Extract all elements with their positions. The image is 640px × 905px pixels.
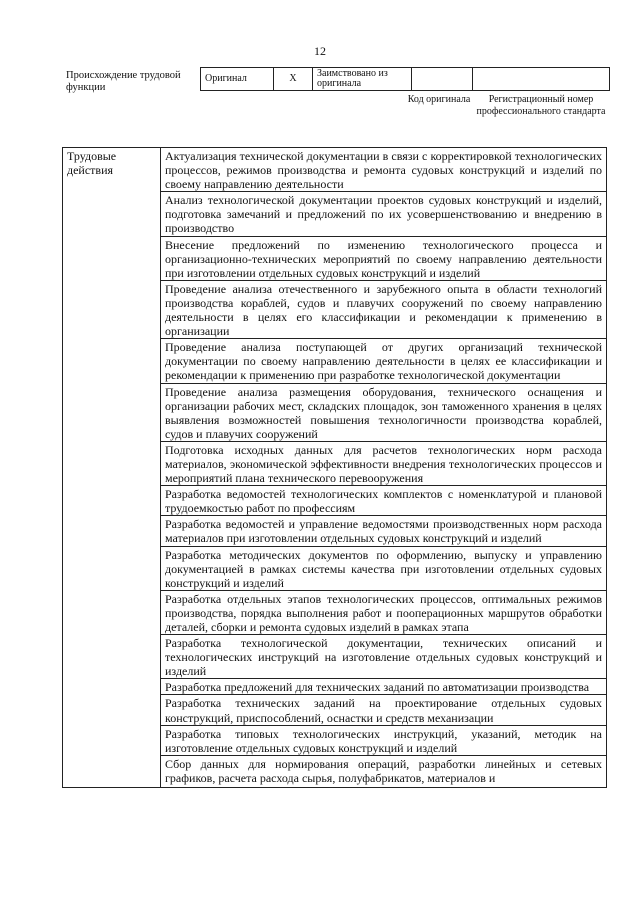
page-number: 12 — [314, 44, 326, 58]
action-item: Анализ технологической документации проектов судовых конструкций и изделий, подготовка замечаний и предложений по их усовершенствованию и внедрению в производство — [161, 192, 607, 236]
action-item: Разработка предложений для технических заданий по автоматизации производства — [161, 679, 607, 695]
action-item: Внесение предложений по изменению технологического процесса и организационно-технических мероприятий по своему направлению деятельности при изготовлении отдельных судовых конструкций и изделий — [161, 236, 607, 280]
actions-label: Трудовые действия — [63, 148, 161, 788]
action-item: Подготовка исходных данных для расчетов технологических норм расхода материалов, экономической эффективности внедрения технологических процессов и мероприятий плана технического перевооружения — [161, 441, 607, 485]
code-caption: Код оригинала — [407, 94, 471, 105]
origin-label: Происхождение трудовой функции — [66, 70, 181, 93]
origin-table — [200, 67, 610, 91]
action-item: Разработка отдельных этапов технологических процессов, оптимальных режимов производства, порядка выполнения работ и пооперационных маршрутов обработки деталей, сборки и ремонта судовых изделий в рамках этапа — [161, 590, 607, 634]
action-item: Разработка ведомостей технологических комплектов с номенклатурой и плановой трудоемкостью работ по профессиям — [161, 486, 607, 516]
original-cell: Оригинал — [201, 68, 274, 91]
action-item: Разработка ведомостей и управление ведомостями производственных норм расхода материалов при изготовлении отдельных судовых конструкций и изделий — [161, 516, 607, 546]
registration-caption: Регистрационный номер профессионального стандарта — [476, 94, 606, 117]
registration-cell — [473, 68, 610, 91]
action-item: Разработка технических заданий на проектирование отдельных судовых конструкций, приспособлений, оснастки и средств механизации — [161, 695, 607, 725]
action-item: Актуализация технической документации в связи с корректировкой технологических процессов, режимов производства и ремонта судовых конструкций и изделий по своему направлению деятельности — [161, 148, 607, 192]
original-mark: X — [274, 68, 313, 91]
action-item: Сбор данных для нормирования операций, разработки линейных и сетевых графиков, расчета расхода сырья, полуфабрикатов, материалов и — [161, 755, 607, 787]
action-item: Разработка типовых технологических инструкций, указаний, методик на изготовление отдельных судовых конструкций и изделий — [161, 725, 607, 755]
page-bottom-margin — [0, 836, 640, 905]
action-item: Проведение анализа размещения оборудования, технического оснащения и организации рабочих мест, складских площадок, зон таможенного хранения в целях выявления возможностей повышения технологичности производства кораблей, судов и плавучих сооружений — [161, 383, 607, 441]
actions-table — [62, 147, 607, 788]
table-row — [63, 148, 607, 192]
action-item: Проведение анализа отечественного и зарубежного опыта в области технологий производства кораблей, судов и плавучих сооружений по своему направлению деятельности в целях его классификации и рекомендации к применению в организации — [161, 280, 607, 338]
borrowed-cell: Заимствовано из оригинала — [313, 68, 412, 91]
action-item: Проведение анализа поступающей от других организаций технической документации по своему направлению деятельности в целях ее классификации и рекомендации к применению при разработке технологической документации — [161, 339, 607, 383]
action-item: Разработка технологической документации, технических описаний и технологических инструкций на изготовление отдельных судовых конструкций и изделий — [161, 635, 607, 679]
action-item: Разработка методических документов по оформлению, выпуску и управлению документацией в рамках системы качества при изготовлении отдельных судовых конструкций и изделий — [161, 546, 607, 590]
code-cell — [412, 68, 473, 91]
